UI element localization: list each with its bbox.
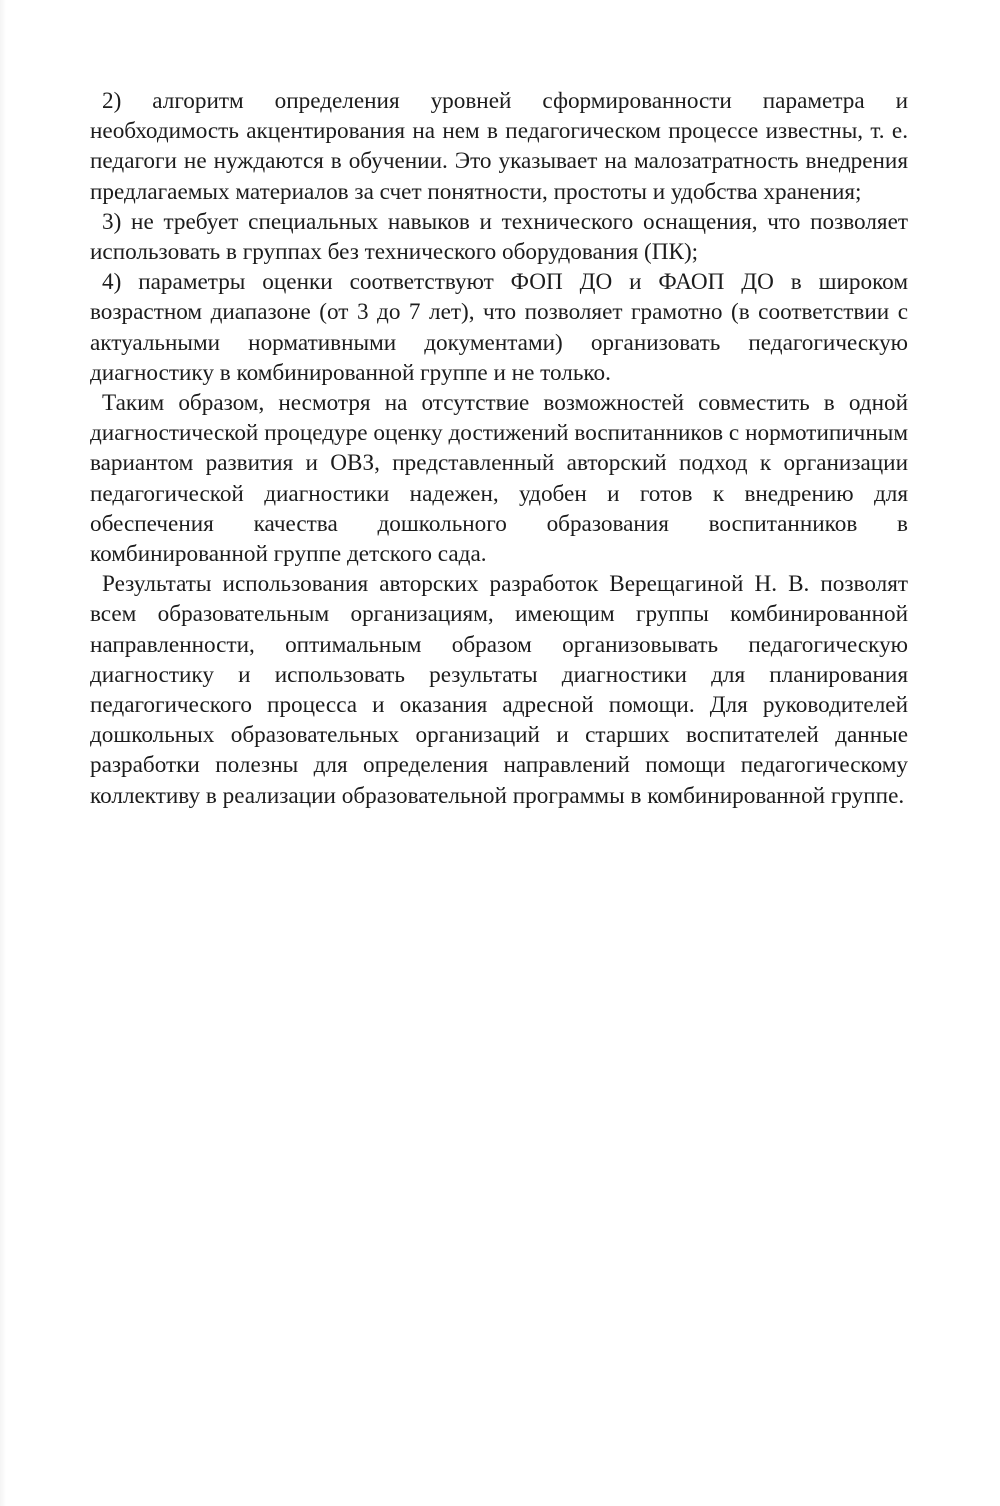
paragraph-conclusion: Таким образом, несмотря на отсутствие возможностей совместить в одной диагностической процедуре оценку достижений воспитанников с нормотипичным вариантом развития и ОВЗ, представленный авторский подход к организации педагогической диагностики надежен, удобен и готов к внедрению для обеспечения качества дошкольного образования воспитанников в комбинированной группе детского сада.	[90, 390, 908, 568]
page-gutter-shadow	[0, 0, 6, 1506]
paragraph-results: Результаты использования авторских разработок Верещагиной Н. В. позволят всем образовательным организациям, имеющим группы комбинированной направленности, оптимальным образом организовывать педагогическую диагностику и использовать результаты диагностики для планирования педагогического процесса и оказания адресной помощи. Для руководителей дошкольных образовательных организаций и старших воспитателей данные разработки полезны для определения направлений помощи педагогическому коллективу в реализации образовательной программы в комбинированной группе.	[90, 571, 908, 809]
document-body	[90, 86, 908, 811]
paragraph-item-4: 4) параметры оценки соответствуют ФОП ДО и ФАОП ДО в широком возрастном диапазоне (от 3 до 7 лет), что позволяет грамотно (в соответствии с актуальными нормативными документами) организовать педагогическую диагностику в комбинированной группе и не только.	[90, 269, 908, 386]
paragraph-item-3: 3) не требует специальных навыков и технического оснащения, что позволяет использовать в группах без технического оборудования (ПК);	[90, 208, 908, 266]
paragraph-item-2: 2) алгоритм определения уровней сформированности параметра и необходимость акцентирования на нем в педагогическом процессе известны, т. е. педагоги не нуждаются в обучении. Это указывает на малозатратность внедрения предлагаемых материалов за счет понятности, простоты и удобства хранения;	[90, 88, 908, 205]
